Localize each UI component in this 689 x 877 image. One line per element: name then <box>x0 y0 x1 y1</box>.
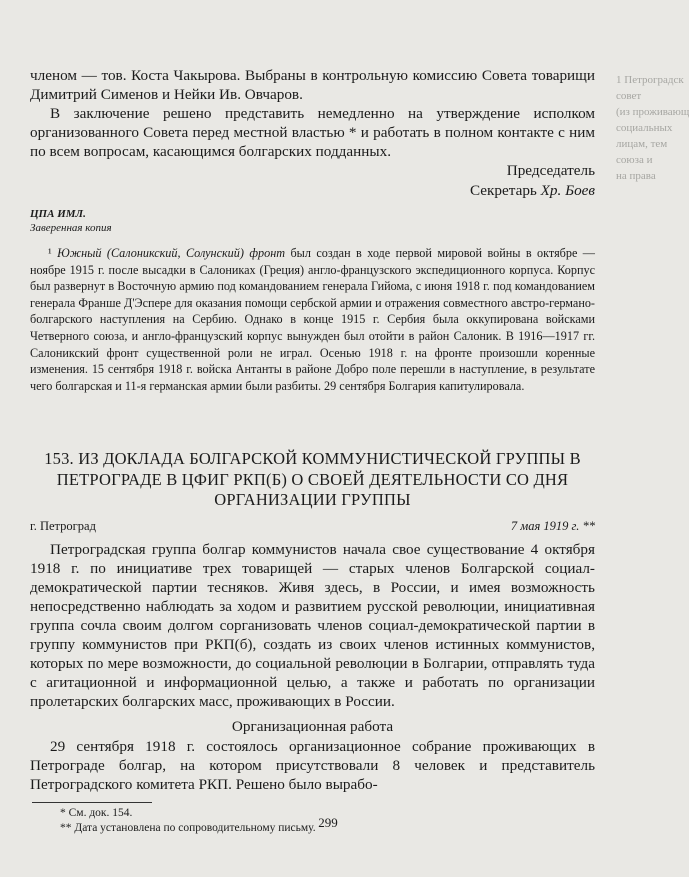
footnote-term: Южный (Салоникский, Солунский) фронт <box>57 246 286 260</box>
paragraph-2: В заключение решено представить немедленно на утверждение исполком организованного Совета перед местной властью * и работать в полном контакте с ним по всем вопросам, касающимся болгарских подданных. <box>30 105 595 160</box>
footnote-1 <box>30 245 595 394</box>
signature-line <box>30 181 595 201</box>
paragraph-4: 29 сентября 1918 г. состоялось организационное собрание проживающих в Петрограде болгар, на котором присутствовали 8 человек и представитель Петроградского комитета РКП. Решено было вырабо- <box>30 737 595 793</box>
section-subhead: Организационная работа <box>231 717 394 735</box>
archive-source: ЦПА ИМЛ. <box>30 208 86 220</box>
place: г. Петроград <box>30 518 96 533</box>
footnote-text: был создан в ходе первой мировой войны в октябре — ноябре 1915 г. после высадки в Салониках (Греция) англо-французского экспедиционного корпуса. Корпус был развернут в Восточную армию под командованием генерала Гийома, с июня 1918 г. под командованием генерала Франше Д'Эспере для оказания помощи сербской армии и отражения совместного австро-германо-болгарского наступления на Сербию. Однако в конце 1915 г. Сербия была оккупирована войсками Четверного союза, и англо-французский корпус вынужден был отойти в район Салоник. В 1916—1917 гг. Салоникский фронт существенной роли не играл. Осенью 1918 г. на фронте произошли коренные изменения. 15 сентября 1918 г. войска Антанты в районе Добро поле перешли в наступление, в результате чего болгарская и 11-я германская армии были разбиты. 29 сентября Болгария капитулировала. <box>30 246 595 393</box>
archive-copy: Заверенная копия <box>30 222 112 234</box>
document-heading: 153. ИЗ ДОКЛАДА БОЛГАРСКОЙ КОММУНИСТИЧЕСКОЙ ГРУППЫ В ПЕТРОГРАДЕ В ЦФИГ РКП(Б) О СВОЕЙ ДЕЯТЕЛЬНОСТИ СО ДНЯ ОРГАНИЗАЦИИ ГРУППЫ <box>44 449 581 510</box>
page-content <box>30 66 595 836</box>
signature-title: Председатель <box>506 162 595 179</box>
signature-block <box>30 161 595 201</box>
footnote-star: * См. док. 154. <box>60 806 133 819</box>
archive-note <box>30 207 595 235</box>
page-number: 299 <box>318 815 338 830</box>
footnote-mark: ¹ <box>48 246 52 260</box>
paragraph-1: членом — тов. Коста Чакырова. Выбраны в контрольную комиссию Совета товарищи Димитрий Сименов и Нейки Ив. Овчаров. <box>30 67 595 103</box>
dateline <box>30 519 595 534</box>
footnote-double-star: ** Дата установлена по сопроводительному письму. <box>60 821 316 834</box>
footnote-rule <box>32 802 152 803</box>
bleed-through-text: 1 Петроградск совет (из проживающ социальных лицам, тем союза и на права <box>616 74 689 182</box>
paragraph-3: Петроградская группа болгар коммунистов начала свое существование 4 октября 1918 г. по инициативе трех товарищей — старых членов Болгарской социал-демократической партии тесняков. Живя здесь, в России, и имея возможность непосредственно наблюдать за ходом и развитием русской революции, инициативная группа сочла своим долгом сорганизовать членов социал-демократической партии в группу коммунистов при РКП(б), создать из своих членов истинных коммунистов, которых по мере возможности, до социальной революции в Болгарии, отправлять туда с агитационной и информационной целью, а также и работать по организации пролетарских болгарских масс, проживающих в России. <box>30 540 595 710</box>
signature-role: Секретарь <box>469 182 537 199</box>
date: 7 мая 1919 г. ** <box>510 518 595 533</box>
signature-name: Хр. Боев <box>540 182 595 199</box>
